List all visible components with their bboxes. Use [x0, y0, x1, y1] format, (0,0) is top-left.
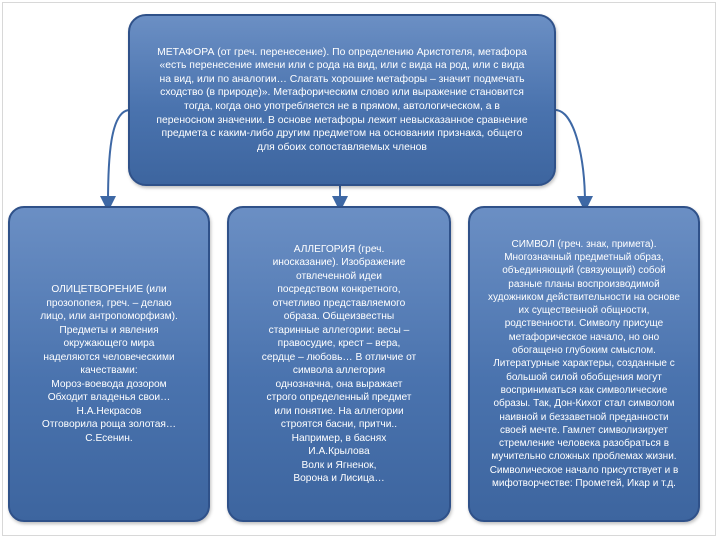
connector-to-symbol [555, 110, 585, 204]
metaphor-box [128, 14, 556, 186]
personification-box [8, 206, 210, 522]
allegory-text: АЛЛЕГОРИЯ (греч. иносказание). Изображение отвлеченной идеи посредством конкретного, отчетливо представляемого образа. Общеизвестны старинные аллегории: весы – правосудие, крест – вера, сердце – любовь… В отличие от символа аллегория однозначна, она выражает строго определенный предмет или понятие. На аллегории строятся басни, притчи.. Например, в баснях И.А.Крылова Волк и Ягненок, Ворона и Лисица… [261, 243, 417, 484]
metaphor-text: МЕТАФОРА (от греч. перенесение). По определению Аристотеля, метафора «есть перенесение имени или с рода на вид, или с вида на род, или с вида на вид, или по аналогии… Слагать хорошие метафоры – значит подмечать сходство (в природе)». Метафорическим слово или выражение становится тогда, когда оно употребляется не в прямом, автологическом, а в переносном значении. В основе метафоры лежит невысказанное сравнение предмета с каким-либо другим предметом на основании признака, общего для обоих сопоставляемых членов [156, 46, 528, 153]
personification-text: ОЛИЦЕТВОРЕНИЕ (или прозопопея, греч. – делаю лицо, или антропоморфизм). Предметы и явления окружающего мира наделяются человеческими качествами: Мороз-воевода дозором Обходит владенья свои… Н.А.Некрасов Отговорила роща золотая… С.Есенин. [40, 284, 178, 444]
allegory-box [227, 206, 451, 522]
symbol-box [468, 206, 700, 522]
symbol-text: СИМВОЛ (греч. знак, примета). Многозначный предметный образ, объединяющий (связующий) собой разные планы воспроизводимой художником действительности на основе их существенной общности, родственности. Символу присуще метафорическое начало, но оно обогащено глубоким смыслом. Литературные характеры, созданные с большой силой обобщения могут восприниматься как символические образы. Так, Дон-Кихот стал символом наивной и беззаветной преданности своей мечте. Гамлет символизирует стремление человека разобраться в мучительно сложных проблемах жизни. Символическое начало присутствует и в мифотворчестве: Прометей, Икар и т.д. [488, 238, 680, 490]
connector-to-personification [108, 110, 130, 204]
